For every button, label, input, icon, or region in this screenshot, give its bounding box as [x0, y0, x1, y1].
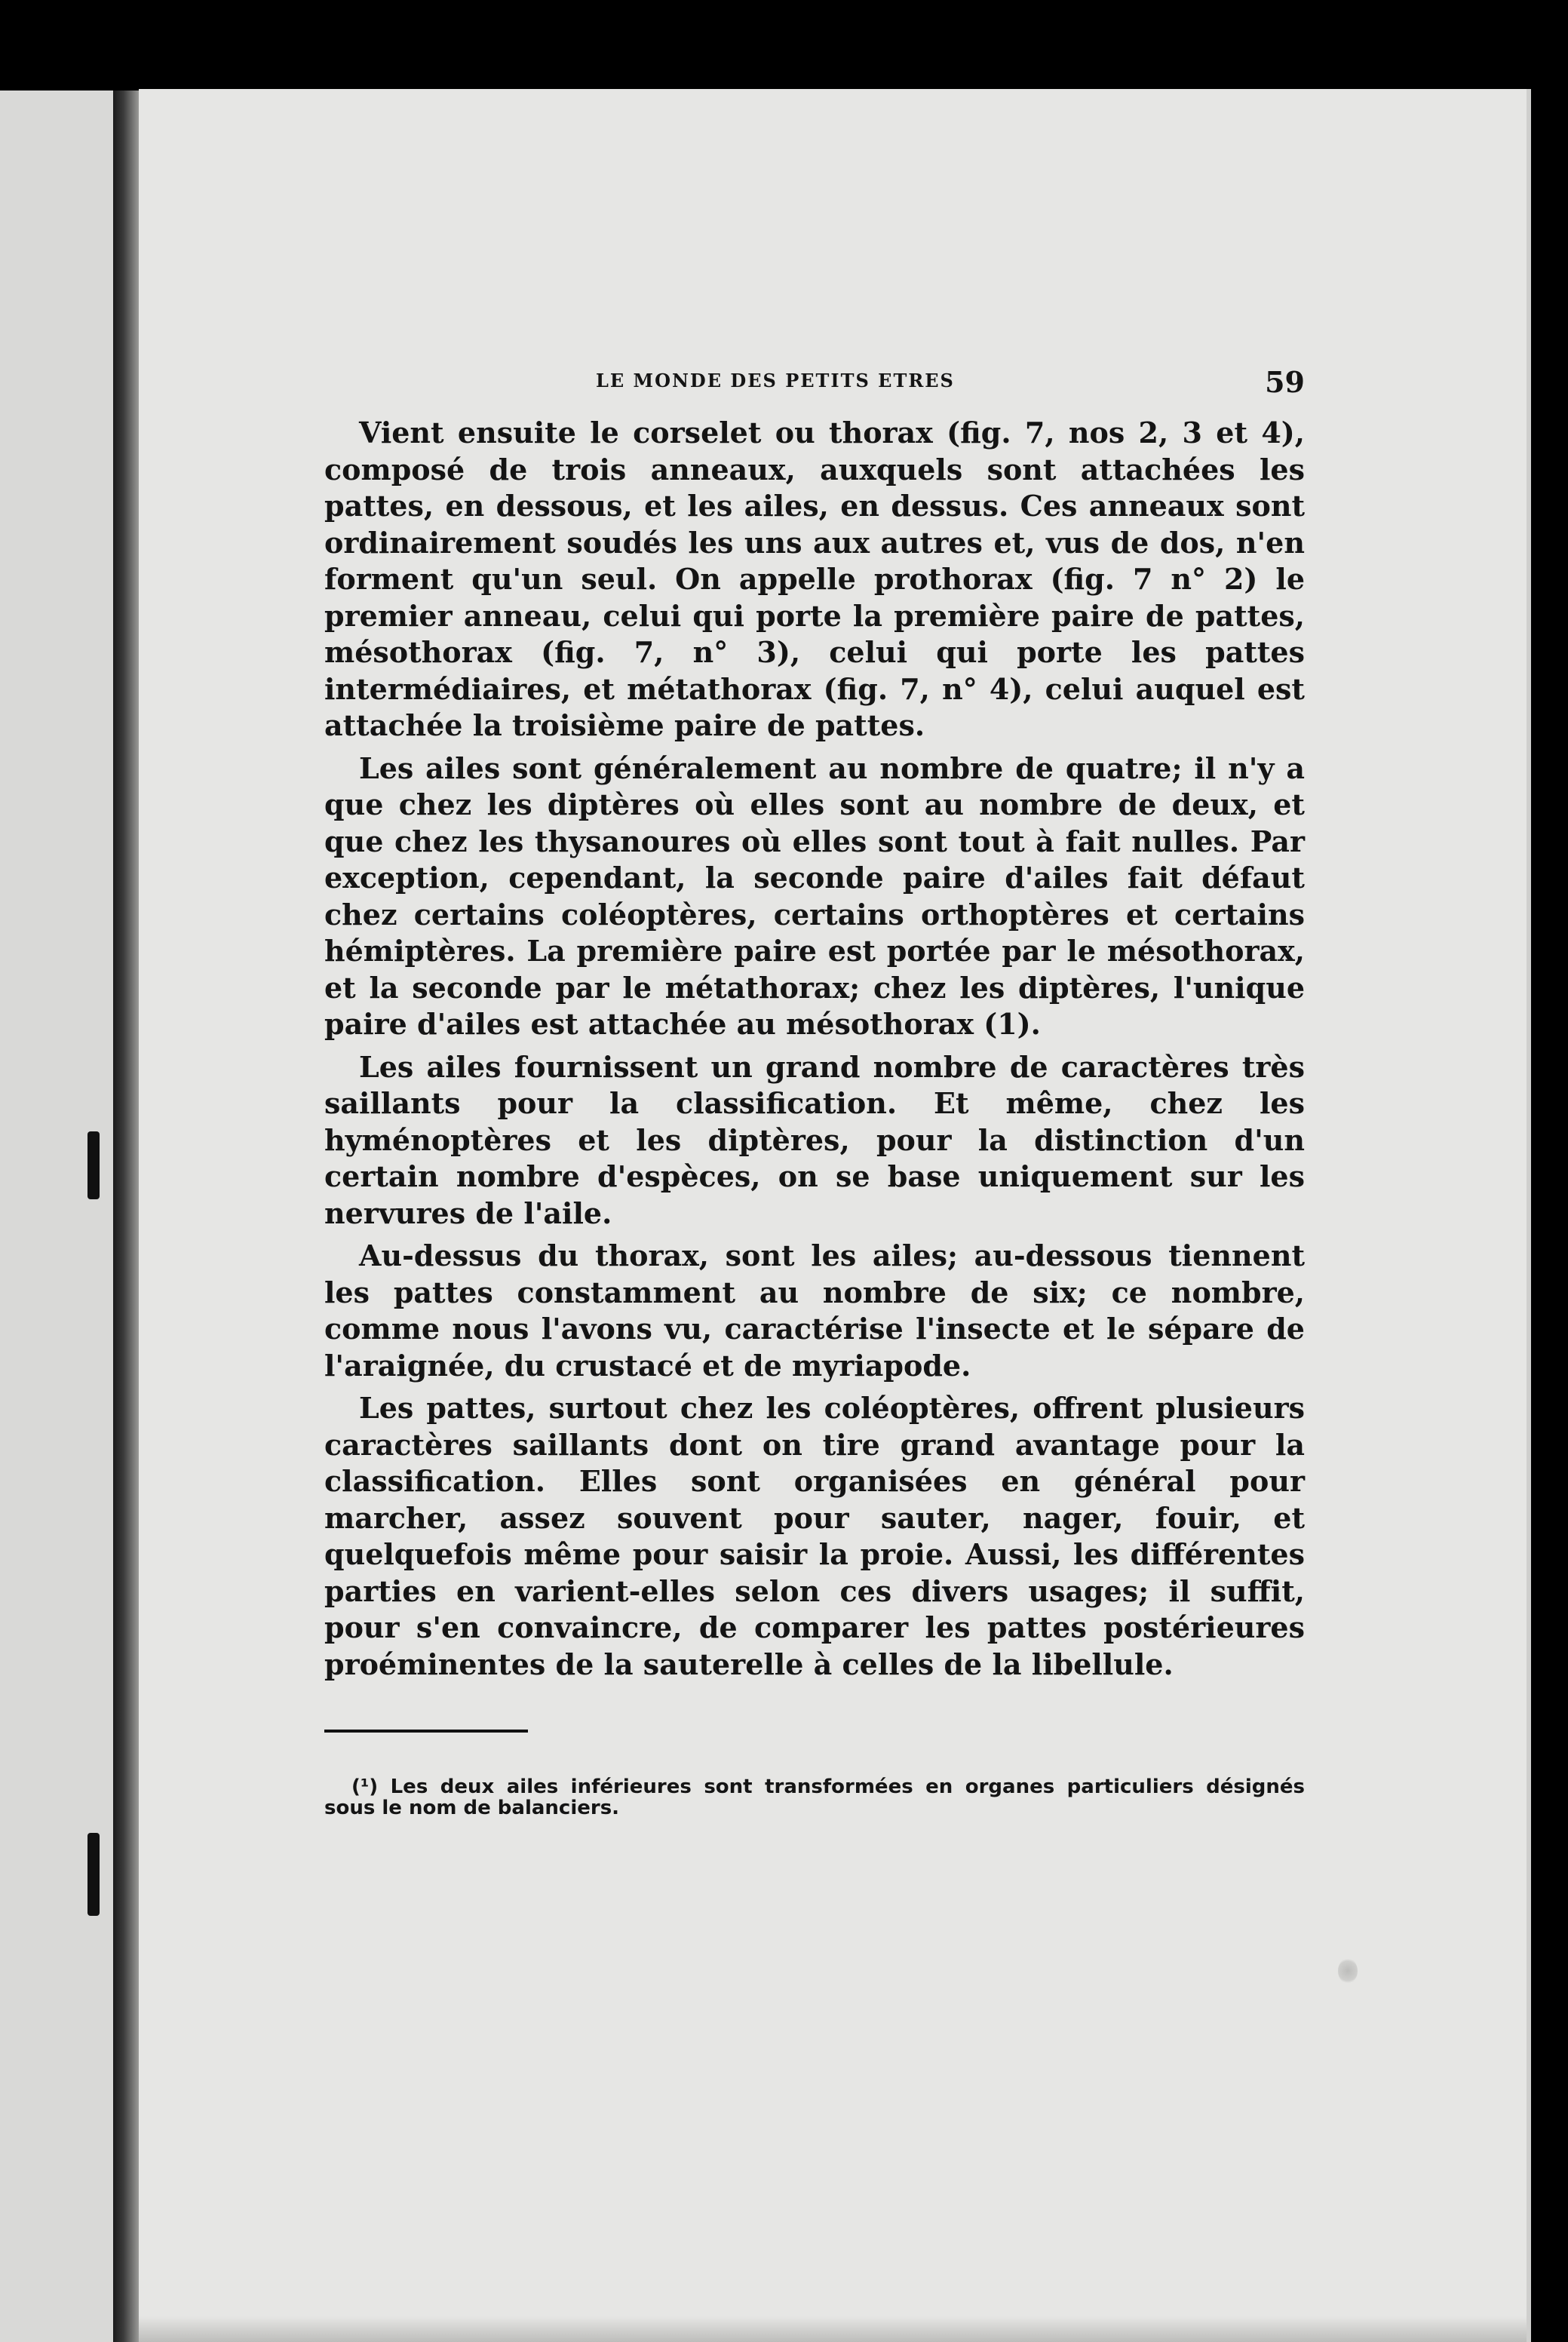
page-smudge — [1338, 1958, 1358, 1984]
running-title: LE MONDE DES PETITS ETRES — [596, 370, 955, 391]
paragraph-legs-count: Au-dessus du thorax, sont les ailes; au-dessous tiennent les pattes constamment au nombre de six; ce nombre, comme nous l'avons vu, caractérise l'insecte et le sépare de l'araignée, du crustacé et de myriapode. — [324, 1239, 1305, 1383]
page-text-block — [324, 362, 1305, 1838]
footnote-rule — [324, 1730, 528, 1733]
paragraph-wings-count: Les ailes sont généralement au nombre de quatre; il n'y a que chez les diptères où elles sont au nombre de deux, et que chez les thysanoures où elles sont tout à fait nulles. Par exception, cependant, la seconde paire d'ailes fait défaut chez certains coléoptères, certains orthoptères et certains hémiptères. La première paire est portée par le mésothorax, et la seconde par le métathorax; chez les diptères, l'unique paire d'ailes est attachée au mésothorax (1). — [324, 750, 1305, 1041]
left-page-edge — [0, 91, 113, 2342]
book-gutter — [113, 91, 139, 2342]
running-head — [324, 362, 1305, 415]
footnote: (¹) Les deux ailes inférieures sont transformées en organes particuliers désignés sous le nom de balanciers. — [324, 1776, 1305, 1819]
paragraph-legs-usage: Les pattes, surtout chez les coléoptères, offrent plusieurs caractères saillants dont on tire grand avantage pour la classification. Elles sont organisées en général pour marcher, assez souvent pour sauter, nager, fouir, et quelquefois même pour saisir la proie. Aussi, les différentes parties en varient-elles selon ces divers usages; il suffit, pour s'en convaincre, de comparer les pattes postérieures proéminentes de la sauterelle à celles de la libellule. — [324, 1391, 1305, 1681]
paragraph-thorax: Vient ensuite le corselet ou thorax (fig. 7, nos 2, 3 et 4), composé de trois anneaux, auxquels sont attachées les pattes, en dessous, et les ailes, en dessus. Ces anneaux sont ordinairement soudés les uns aux autres et, vus de dos, n'en forment qu'un seul. On appelle prothorax (fig. 7 n° 2) le premier anneau, celui qui porte la première paire de pattes, mésothorax (fig. 7, n° 3), celui qui porte les pattes intermédiaires, et métathorax (fig. 7, n° 4), celui auquel est attachée la troisième paire de pattes. — [324, 416, 1305, 742]
page-bottom-shadow — [139, 2316, 1527, 2342]
gutter-mark — [87, 1131, 100, 1199]
paragraph-wings-classification: Les ailes fournissent un grand nombre de caractères très saillants pour la classification. Et même, chez les hyménoptères et les diptères, pour la distinction d'un certain nombre d'espèces, on se base uniquement sur les nervures de l'aile. — [324, 1049, 1305, 1230]
page-number: 59 — [1265, 365, 1305, 399]
gutter-mark — [87, 1833, 100, 1916]
